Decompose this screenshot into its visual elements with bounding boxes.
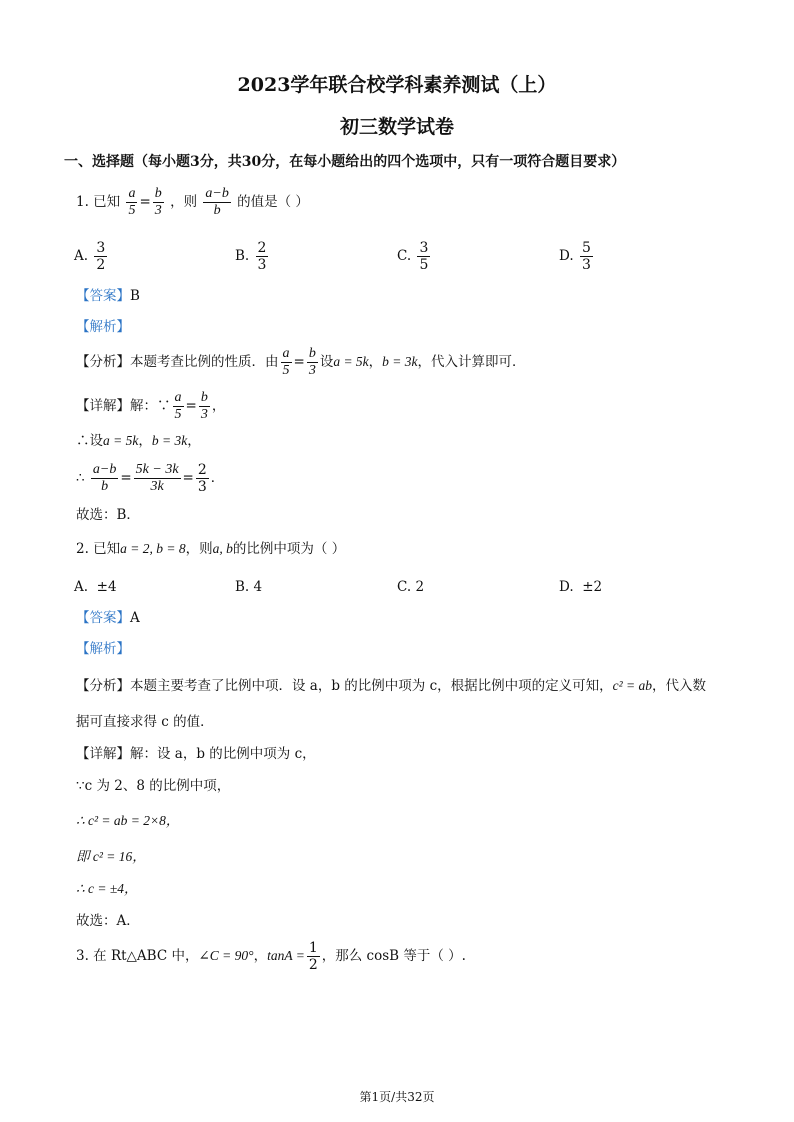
q3-tan-fraction: $\frac{1}{2}$ — [308, 940, 318, 973]
q2-step-c2: ∴ c² = ab = 2×8， — [76, 813, 180, 828]
q1-option-d: D. $\frac{5}{3}$ — [559, 240, 591, 273]
q2-answer-value: A — [130, 610, 140, 626]
q1-step-3-mid: $\frac{5k - 3k}{3k}$ — [135, 462, 179, 494]
q1-option-b-fraction: $\frac{2}{3}$ — [257, 240, 267, 273]
xiangjie-tag: 【详解】 — [76, 398, 130, 414]
q2-option-a: A. ±4 — [74, 579, 117, 595]
q1-fraction-a5: $\frac{a}{5}$ — [128, 186, 136, 218]
q1-fenxi-fraction-b3: $\frac{b}{3}$ — [308, 346, 316, 378]
q2-step-c16: 即 c² = 16， — [76, 849, 146, 864]
q2-fenxi: 【分析】本题主要考查了比例中项．设 a，b 的比例中项为 c，根据比例中项的定义可知，c² = ab，代入数 — [76, 678, 707, 694]
q1-conclusion: 故选：B． — [76, 507, 140, 523]
q1-expression: $\frac{a-b}{b}$ — [205, 186, 229, 218]
q1-step-2: ∴设a = 5k，b = 3k， — [76, 433, 201, 449]
q2-step-c4: ∴ c = ±4， — [76, 881, 138, 896]
q1-option-b: B. $\frac{2}{3}$ — [235, 240, 267, 273]
q1-step-3: ∴ $\frac{a-b}{b}$ = $\frac{5k - 3k}{3k}$ = $\frac{2}{3}$ ． — [76, 462, 225, 495]
page-title: 2023学年联合校学科素养测试（上） — [237, 74, 557, 96]
q2-conclusion: 故选：A． — [76, 913, 140, 929]
q1-option-c: C. $\frac{3}{5}$ — [397, 240, 429, 273]
page-subtitle: 初三数学试卷 — [339, 116, 454, 138]
question-1-stem — [76, 186, 309, 219]
q2-xiangjie: 【详解】解：设 a，b 的比例中项为 c， — [76, 746, 316, 762]
q2-analysis-tag: 【解析】 — [76, 641, 130, 657]
answer-tag: 【答案】 — [76, 288, 130, 304]
section-heading: 一、选择题（每小题3分，共30分，在每小题给出的四个选项中，只有一项符合题目要求） — [64, 154, 626, 170]
q2-step-because: ∵c 为 2、8 的比例中项， — [76, 778, 231, 794]
q2-answer — [76, 609, 140, 627]
q1-xiangjie-fraction-a5: $\frac{a}{5}$ — [174, 390, 182, 422]
q1-equals: = — [139, 194, 151, 210]
q2-option-b: B. 4 — [235, 579, 263, 595]
q1-xiangjie: 【详解】解：∵ $\frac{a}{5}$ = $\frac{b}{3}$ ， — [76, 390, 226, 422]
q1-answer-value: B — [130, 288, 140, 304]
q1-fenxi-fraction-a5: $\frac{a}{5}$ — [282, 346, 290, 378]
q1-number: 1. 已知 — [76, 194, 121, 210]
q1-then: ，则 — [170, 194, 198, 210]
q2-option-c: C. 2 — [397, 579, 425, 595]
fenxi-tag: 【分析】 — [76, 354, 130, 370]
answer-tag: 【答案】 — [76, 610, 130, 626]
q1-option-d-fraction: $\frac{5}{3}$ — [581, 240, 591, 273]
q1-step-3-lhs: $\frac{a-b}{b}$ — [92, 462, 117, 494]
q1-tail: 的值是（ ） — [237, 194, 309, 210]
q2-option-d: D. ±2 — [559, 579, 603, 595]
q1-fenxi: 【分析】本题考查比例的性质．由 $\frac{a}{5}$ = $\frac{b}{3}$ 设a = 5k，b = 3k，代入计算即可． — [76, 346, 526, 378]
q1-xiangjie-fraction-b3: $\frac{b}{3}$ — [200, 390, 208, 422]
q2-fenxi-continued: 据可直接求得 c 的值． — [76, 714, 214, 730]
q1-step-3-result: $\frac{2}{3}$ — [197, 462, 207, 495]
q1-option-c-fraction: $\frac{3}{5}$ — [419, 240, 429, 273]
question-3-stem: 3. 在 Rt△ABC 中，∠C = 90°，tanA = $\frac{1}{2}$ ，那么 cosB 等于（ ）. — [76, 940, 466, 973]
q1-option-a-fraction: $\frac{3}{2}$ — [96, 240, 106, 273]
page-number: 第1页/共32页 — [359, 1090, 435, 1104]
q1-fraction-b3: $\frac{b}{3}$ — [154, 186, 162, 218]
question-2-stem: 2. 已知a = 2, b = 8，则a, b的比例中项为（ ） — [76, 541, 346, 557]
q1-answer — [76, 287, 140, 305]
q1-analysis-tag: 【解析】 — [76, 319, 130, 335]
q1-option-a: A. $\frac{3}{2}$ — [74, 240, 106, 273]
